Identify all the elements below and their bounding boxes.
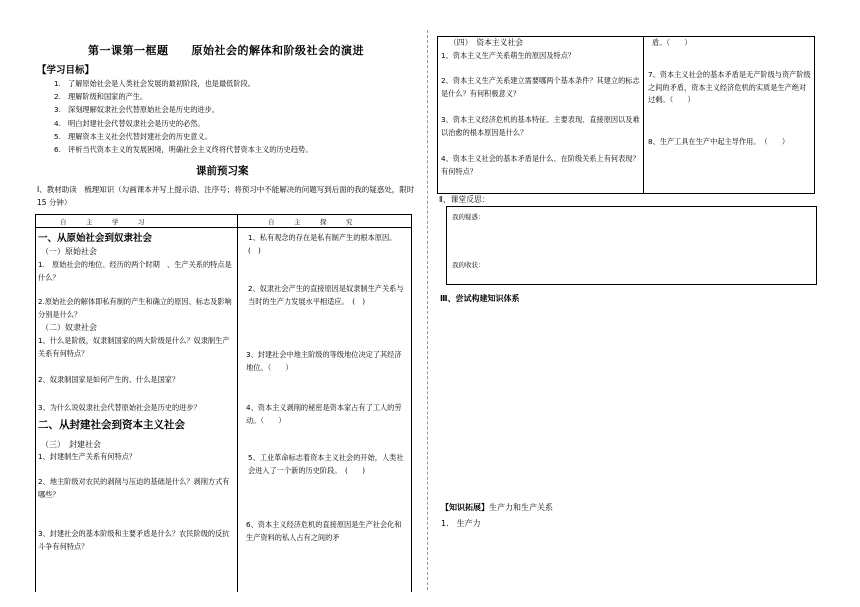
table-border-right	[411, 214, 412, 592]
goals-heading: 【学习目标】	[37, 65, 95, 76]
section-heading: 一、从原始社会到奴隶社会	[38, 233, 153, 244]
judgement-item: 7、资本主义社会的基本矛盾是无产阶级与资产阶级之间的矛盾，资本主义经济危机的实质是生产绝对过剩。（ ）	[648, 70, 811, 104]
extension-heading-text: 生产力和生产关系	[489, 503, 553, 512]
doubt-label: 我的疑惑：	[452, 213, 485, 221]
table2-border-right	[814, 36, 815, 194]
page-title: 第一课第一框题 原始社会的解体和阶级社会的演进	[88, 44, 364, 57]
judgement-item: 4、资本主义剥削的秘密是资本家占有了工人的劳动。（ ）	[246, 403, 402, 425]
goals-list	[54, 77, 312, 156]
question: 2、地主阶级对农民的剥削与压迫的基础是什么？剥削方式有哪些？	[38, 477, 230, 499]
table-header-left: 自 主 学 习	[60, 218, 145, 226]
table-border-top	[35, 214, 412, 215]
question: 1、资本主义生产关系萌生的原因及特点？	[441, 51, 575, 60]
goal-item: 3. 深刻理解奴隶社会代替原始社会是历史的进步。	[54, 105, 219, 115]
goal-item: 2. 理解阶级和国家的产生。	[54, 92, 148, 102]
judgement-item: 2、奴隶社会产生的直接原因是奴隶制生产关系与当时的生产力发展水平相适应。 ( )	[248, 284, 404, 306]
question: 3、资本主义经济危机的基本特征、主要表现、直接原因以及难以治愈的根本原因是什么？	[441, 115, 640, 137]
table2-border-left	[437, 36, 438, 194]
section-heading: 二、从封建社会到资本主义社会	[38, 419, 185, 431]
reflection-box	[446, 206, 817, 285]
question: 2.原始社会的解体即私有制的产生和确立的原因、标志及影响分别是什么？	[38, 297, 232, 319]
question: 3、为什么说奴隶社会代替原始社会是历史的进步？	[38, 403, 201, 412]
extension-heading-bracket: 【知识拓展】	[441, 503, 489, 512]
reflection-heading: Ⅱ、课堂反思：	[439, 195, 490, 204]
question: 2、资本主义生产关系建立需要哪两个基本条件？其建立的标志是什么？有何积极意义？	[441, 76, 640, 98]
extension-item: 1. 生产力	[441, 519, 481, 528]
question: 1、什么是阶级，奴隶制国家的两大阶级是什么？奴隶制生产关系有何特点？	[38, 336, 230, 358]
extension-heading	[441, 502, 553, 513]
question: 2、奴隶制国家是如何产生的、什么是国家？	[38, 375, 180, 384]
table-column-divider	[237, 214, 238, 592]
table-header-right: 自 主 探 究	[268, 218, 353, 226]
goal-item: 6. 评析当代资本主义的发展困境，明确社会主义终将代替资本主义的历史趋势。	[54, 145, 313, 155]
judgement-item: 1、私有观念的存在是私有制产生的根本原因。( )	[248, 233, 397, 255]
question: 1、封建制生产关系有何特点？	[38, 452, 137, 461]
judgement-item: 8、生产工具在生产中起主导作用。 （ ）	[648, 137, 790, 146]
judgement-item: 5、工业革命标志着资本主义社会的开始，人类社会进入了一个新的历史阶段。 ( )	[248, 453, 404, 475]
question: 3、封建社会的基本阶级和主要矛盾是什么？农民阶级的反抗斗争有何特点？	[38, 529, 230, 551]
question: 1. 原始社会的地位、经历的两个时期 、生产关系的特点是什么？	[38, 260, 232, 282]
preview-title: 课前预习案	[196, 165, 249, 177]
subsection-heading: （二）奴隶社会	[41, 323, 97, 332]
goal-item: 1. 了解原始社会是人类社会发展的最初阶段，也是最低阶段。	[54, 79, 255, 88]
knowledge-system-heading: Ⅲ、尝试构建知识体系	[440, 294, 520, 303]
goal-item: 5. 理解资本主义社会代替封建社会的历史意义。	[54, 131, 212, 141]
goal-item: 4. 明白封建社会代替奴隶社会是历史的必然。	[54, 118, 205, 128]
table2-border-bottom	[437, 193, 815, 194]
fold-line	[427, 30, 428, 590]
gain-label: 我的收获：	[452, 261, 485, 269]
question: 4、资本主义社会的基本矛盾是什么、在阶级关系上有何表现？有何特点？	[441, 154, 640, 176]
table2-column-divider	[643, 36, 644, 194]
judgement-item: 6、资本主义经济危机的直接原因是生产社会化和生产资料的私人占有之间的矛	[246, 520, 402, 542]
judgement-item: 3、封建社会中地主阶级的等级地位决定了其经济地位。（ ）	[246, 350, 402, 372]
subsection-heading: （四） 资本主义社会	[449, 38, 524, 47]
subsection-heading: （三） 封建社会	[41, 440, 101, 449]
judgement-item: 盾。（ ）	[652, 38, 692, 47]
subsection-heading: （一）原始社会	[41, 247, 97, 256]
instructions: Ⅰ、教材助读 梳理知识（勾画课本并写上提示语、注序号；将预习中不能解决的问题写到后面的我的疑惑处，限时 15 分钟）	[37, 185, 415, 207]
table-border-left	[35, 214, 36, 592]
